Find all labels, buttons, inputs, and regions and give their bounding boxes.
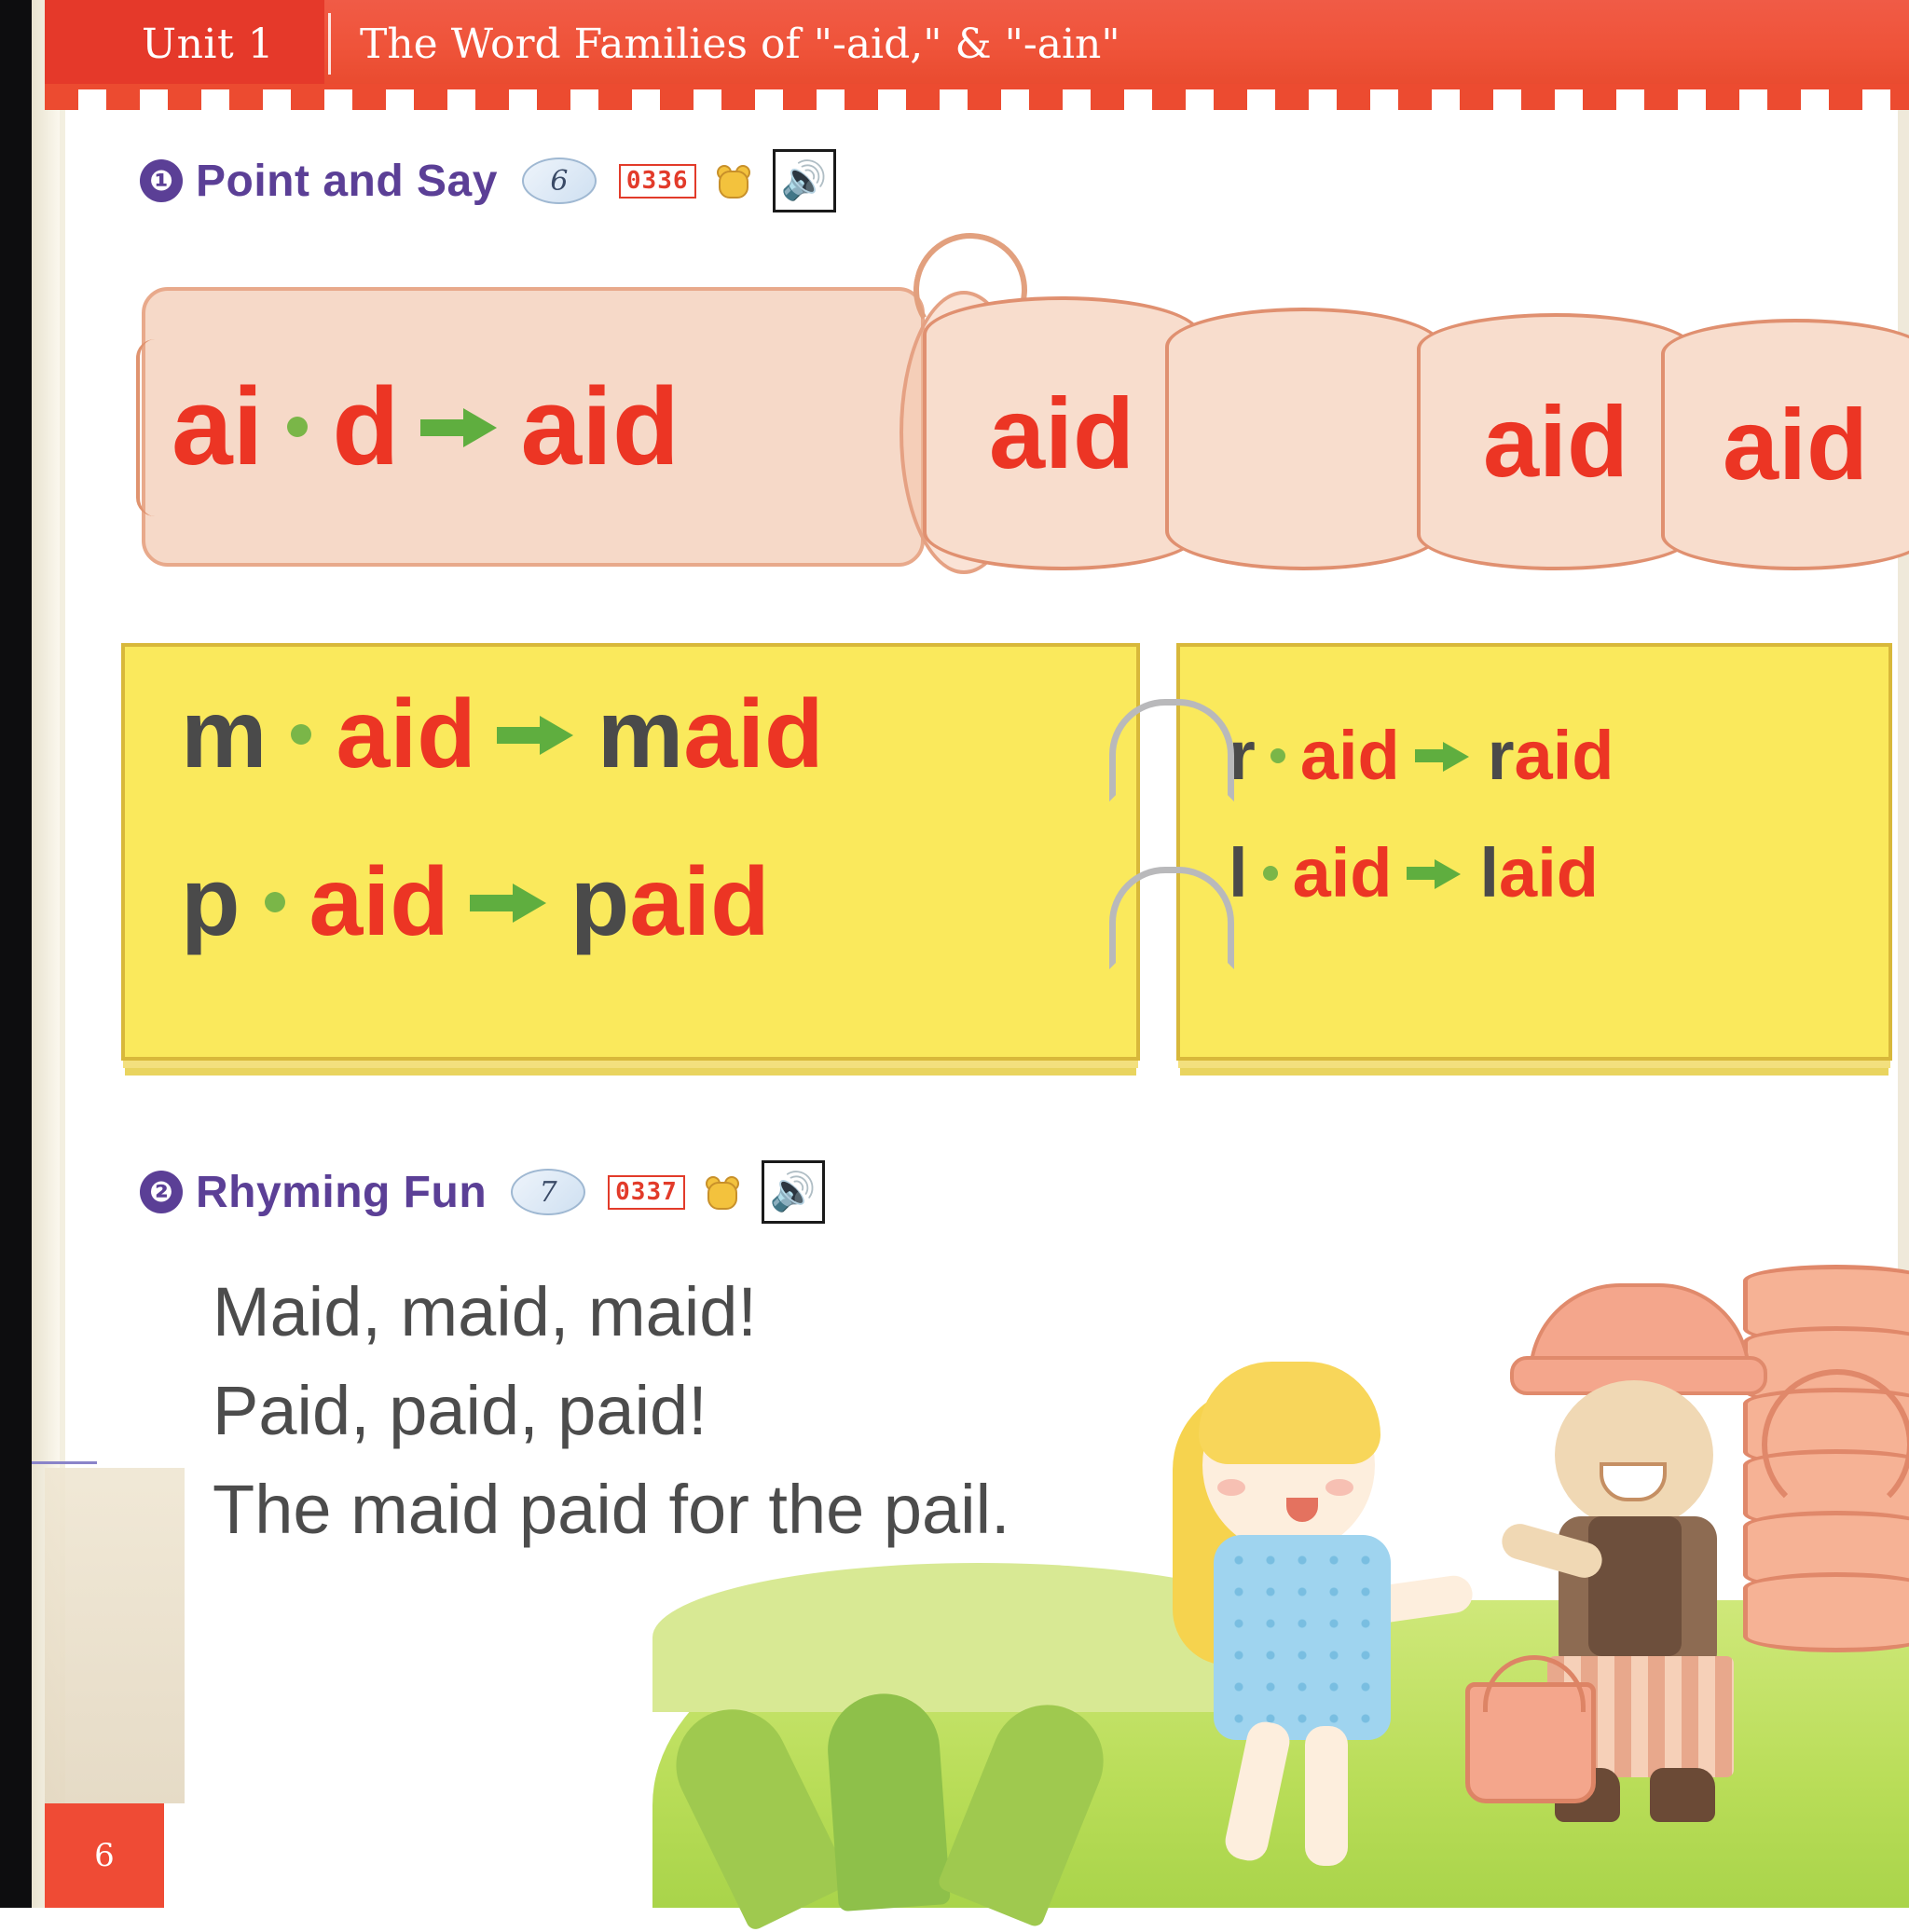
word-build-strip [142, 287, 925, 567]
binder-ring-2 [1109, 867, 1234, 969]
page-number: 6 [45, 1803, 164, 1908]
arrow-icon [1407, 859, 1464, 887]
note-page-left [121, 643, 1140, 1061]
section-heading-point-and-say [140, 149, 836, 212]
track-code-1: 0336 [619, 164, 696, 199]
header-divider [328, 13, 331, 75]
word-row-raid [1229, 717, 1614, 794]
arrow-icon [420, 408, 501, 445]
track-code-2: 0337 [608, 1175, 685, 1210]
binder-rings [1100, 671, 1230, 1025]
bush-illustration [736, 1675, 1072, 1908]
bucket-1 [923, 296, 1201, 570]
header-torn-edge [45, 86, 1909, 110]
strip-result: aid [520, 365, 680, 488]
rhyme-line-3: The maid paid for the pail. [213, 1471, 1010, 1549]
separator-dot [291, 724, 311, 745]
arrow-icon [1415, 742, 1473, 770]
separator-dot [1270, 748, 1285, 763]
book-gutter-shadow [0, 0, 32, 1908]
section-title-1: Point and Say [196, 156, 498, 206]
speaker-icon[interactable] [773, 149, 836, 212]
separator-dot [265, 892, 285, 912]
bucket-3 [1417, 313, 1695, 570]
word-rime-aid: aid [1499, 834, 1599, 911]
unit-label: Unit 1 [142, 21, 275, 68]
rime-aid: aid [1299, 717, 1400, 794]
rime-aid: aid [1292, 834, 1393, 911]
separator-dot [287, 417, 308, 437]
onset-p: p [181, 848, 240, 956]
word-onset-m: m [597, 680, 684, 788]
girl-character-illustration [1165, 1349, 1473, 1870]
bear-icon [702, 1174, 739, 1210]
strip-part-2: d [332, 365, 400, 488]
speaker-icon[interactable] [762, 1160, 825, 1224]
bucket-word-3: aid [1722, 388, 1869, 500]
word-onset-l: l [1479, 834, 1500, 911]
rhyme-text [213, 1267, 1010, 1565]
pail-illustration [1465, 1682, 1596, 1803]
bucket-2 [1165, 308, 1443, 570]
word-row-laid [1229, 834, 1599, 911]
word-onset-p: p [570, 848, 630, 956]
bear-icon [713, 163, 750, 199]
word-rime-aid: aid [629, 848, 770, 956]
binder-ring-1 [1109, 699, 1234, 802]
gutter-accent-line [32, 1461, 97, 1464]
section-number-1: ❶ [140, 159, 183, 202]
word-row-maid [181, 680, 824, 788]
bucket-4 [1661, 319, 1909, 570]
rime-aid: aid [309, 848, 449, 956]
rime-aid: aid [336, 680, 476, 788]
arrow-icon [470, 884, 550, 921]
rhyme-line-2: Paid, paid, paid! [213, 1372, 707, 1450]
speaker-glyph: 🔊 [769, 1171, 817, 1213]
word-rime-aid: aid [1514, 717, 1614, 794]
bucket-word-2: aid [1482, 385, 1629, 498]
arrow-icon [497, 716, 577, 753]
word-onset-r: r [1487, 717, 1515, 794]
onset-l: l [1229, 834, 1248, 911]
bucket-word-1: aid [988, 377, 1135, 489]
section-heading-rhyming-fun [140, 1160, 825, 1224]
word-row-paid [181, 848, 770, 956]
rhyme-line-1: Maid, maid, maid! [213, 1273, 757, 1350]
note-page-right [1176, 643, 1892, 1061]
onset-m: m [181, 680, 268, 788]
section-title-2: Rhyming Fun [196, 1167, 488, 1217]
page-title: The Word Families of "-aid," & "-ain" [360, 21, 1120, 68]
strip-part-1: ai [172, 365, 264, 488]
page-corner-decoration [45, 1468, 185, 1803]
word-rime-aid: aid [683, 680, 824, 788]
cd-icon: 6 [522, 158, 597, 204]
section-number-2: ❷ [140, 1171, 183, 1213]
speaker-glyph: 🔊 [780, 159, 828, 202]
onset-r: r [1229, 717, 1256, 794]
separator-dot [1263, 866, 1278, 881]
cd-icon: 7 [511, 1169, 585, 1215]
